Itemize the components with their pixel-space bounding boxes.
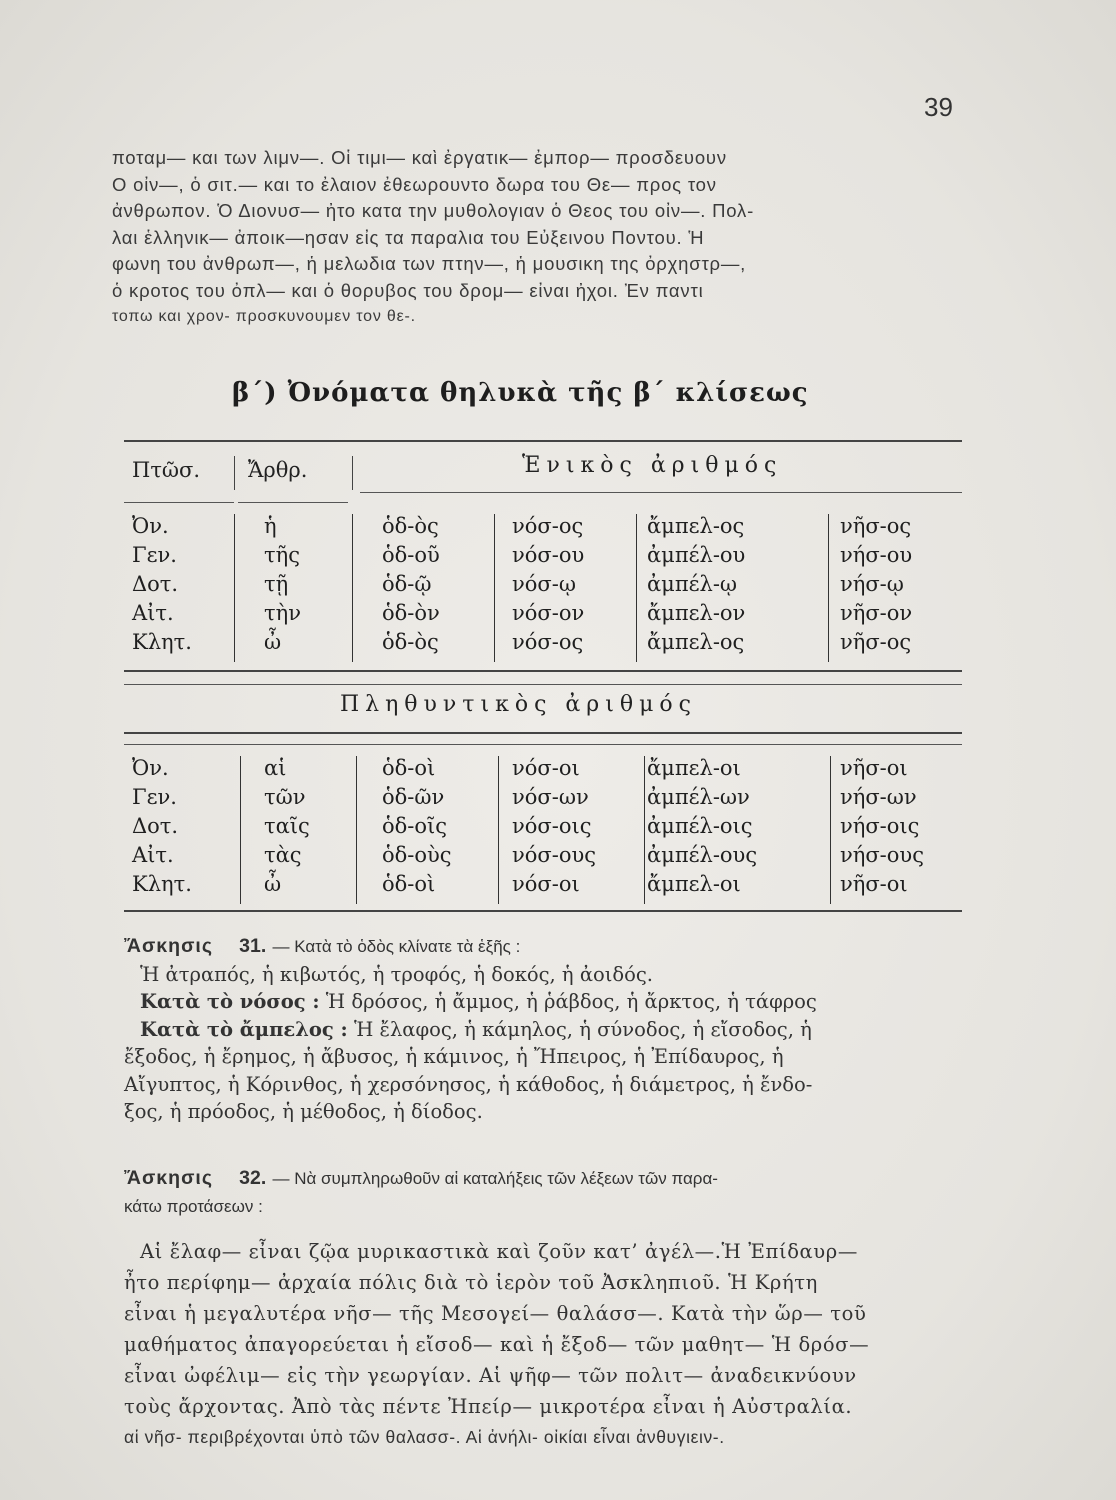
case-cell: Αἰτ. <box>132 843 174 867</box>
text-line: Ἡ δρόσος, ἡ ἄμμος, ἡ ῥάβδος, ἡ ἄρκτος, ἡ τάφρος <box>325 990 817 1013</box>
case-cell: Δοτ. <box>132 572 179 596</box>
header-divider <box>352 456 353 490</box>
form-cell: ὁδ-ὸν <box>382 601 440 625</box>
form-cell: ἄμπελ-ος <box>647 514 745 538</box>
case-cell: Αἰτ. <box>132 601 174 625</box>
exercise-32 <box>124 1164 974 1220</box>
text-line: ποταμ— και των λιμν—. Οἱ τιμι— καὶ ἐργατικ— ἐμπορ— προσδευουν <box>112 147 727 168</box>
form-cell: ὁδ-οὶ <box>382 756 436 780</box>
page-number: 39 <box>924 92 953 122</box>
text-line: εἶναι ἡ μεγαλυτέρα νῆσ— τῆς Μεσογεί— θαλάσσ—. Κατὰ τὴν ὥρ— τοῦ <box>124 1302 867 1325</box>
form-cell: ὁδ-ὸς <box>382 514 439 538</box>
case-underline <box>124 502 234 503</box>
text-line: ὁ κροτος του ὀπλ— και ὁ θορυβος του δρομ— εἰναι ἠχοι. Ἐν παντι <box>112 279 704 301</box>
form-cell: ἀμπέλ-ους <box>647 843 758 867</box>
form-cell: νόσ-ου <box>512 543 585 567</box>
text-line: ἦτο περίφημ— ἀρχαία πόλις διὰ τὸ ἱερὸν τοῦ Ἀσκληπιοῦ. Ἡ Κρήτη <box>124 1271 818 1294</box>
case-cell: Κλητ. <box>132 872 192 896</box>
form-cell: ὁδ-οὶ <box>382 872 436 896</box>
text-line: εἶναι ὠφέλιμ— εἰς τὴν γεωργίαν. Αἱ ψῆφ— τῶν πολιτ— ἀναδεικνύουν <box>124 1364 857 1387</box>
article-cell: τῆς <box>264 543 300 567</box>
col-header-case: Πτῶσ. <box>132 458 201 482</box>
plural-top-rule <box>124 684 962 685</box>
text-line: Αἴγυπτος, ἡ Κόρινθος, ἡ χερσόνησος, ἡ κάθοδος, ἡ διάμετρος, ἡ ἔνδο- <box>124 1072 813 1096</box>
form-cell: ὁδ-οῖς <box>382 814 448 838</box>
table-bottom-rule <box>124 910 962 912</box>
pattern-label: Κατὰ τὸ ἄμπελος : <box>140 1017 348 1041</box>
text-line: ἔξοδος, ἡ ἔρημος, ἡ ἄβυσος, ἡ κάμινος, ἡ Ἤπειρος, ἡ Ἐπίδαυρος, ἡ <box>124 1045 784 1068</box>
form-cell: νόσ-οι <box>512 872 580 896</box>
exercise-number: 31. <box>239 935 267 957</box>
case-cell: Γεν. <box>132 785 177 809</box>
article-cell: τῇ <box>264 572 289 596</box>
case-cell: Ὀν. <box>132 756 169 780</box>
column-divider <box>494 514 495 662</box>
column-divider <box>828 514 829 662</box>
text-line: φωνη του ἀνθρωπ—, ἡ μελωδια των πτην—, ἡ μουσικη της ὀρχηστρ—, <box>112 253 747 274</box>
text-line: λαι ἑλληνικ— ἀποικ—ησαν εἰς τα παραλια του Εὐξεινου Ποντου. Ἡ <box>112 226 705 248</box>
text-line: τοὺς ἄρχοντας. Ἀπὸ τὰς πέντε Ἠπείρ— μικροτέρα εἶναι ἡ Αὐστραλία. <box>124 1395 853 1418</box>
col-header-article: Ἄρθρ. <box>248 458 308 482</box>
form-cell: ἀμπέλ-οις <box>647 814 753 838</box>
exercise-31 <box>124 932 974 1126</box>
form-cell: νόσ-ων <box>512 785 589 809</box>
article-cell: αἱ <box>264 756 287 780</box>
article-cell: τὰς <box>264 843 302 867</box>
form-cell: νῆσ-οι <box>840 872 908 896</box>
form-cell: νόσ-ος <box>512 514 584 538</box>
form-cell: ὁδ-ῶν <box>382 785 445 809</box>
form-cell: νῆσ-οι <box>840 756 908 780</box>
form-cell: νήσ-ους <box>840 843 924 867</box>
text-line: τοπω και χρον- προσκυνουμεν τον θε-. <box>112 308 416 325</box>
form-cell: νήσ-ου <box>840 543 913 567</box>
form-cell: νήσ-ῳ <box>840 572 904 596</box>
form-cell: νόσ-ους <box>512 843 597 867</box>
intro-paragraph <box>112 145 962 331</box>
plural-header-rule <box>124 732 962 734</box>
singular-bottom-rule <box>124 670 962 672</box>
case-cell: Γεν. <box>132 543 177 567</box>
exercise-intro: — Κατὰ τὸ ὁδὸς κλίνατε τὰ ἑξῆς : <box>272 937 521 956</box>
form-cell: ἄμπελ-ος <box>647 630 745 654</box>
text-line: μαθήματος ἀπαγορεύεται ἡ εἴσοδ— καὶ ἡ ἔξοδ— τῶν μαθητ— Ἡ δρόσ— <box>124 1333 870 1356</box>
form-cell: ἄμπελ-ον <box>647 601 746 625</box>
column-divider <box>240 756 241 904</box>
case-cell: Κλητ. <box>132 630 192 654</box>
case-cell: Ὀν. <box>132 514 169 538</box>
column-divider <box>644 756 645 904</box>
form-cell: νόσ-ῳ <box>512 572 576 596</box>
form-cell: νῆσ-ον <box>840 601 913 625</box>
form-cell: ὁδ-ὸς <box>382 630 439 654</box>
article-cell: ταῖς <box>264 814 310 838</box>
exercise-32-text <box>124 1236 974 1453</box>
plural-header-rule-2 <box>124 744 962 745</box>
form-cell: νήσ-ων <box>840 785 917 809</box>
singular-title: Ἑνικὸς ἀριθμός <box>522 453 783 478</box>
exercise-number: 32. <box>239 1167 267 1189</box>
text-line: Ο οἰν—, ὁ σιτ.— και το ἐλαιον ἐθεωρουντο δωρα του Θε— προς τον <box>112 173 717 195</box>
form-cell: νόσ-οις <box>512 814 592 838</box>
column-divider <box>356 756 357 904</box>
column-divider <box>498 756 499 904</box>
form-cell: ὁδ-ῷ <box>382 572 432 596</box>
form-cell: ἀμπέλ-ῳ <box>647 572 738 596</box>
form-cell: ἄμπελ-οι <box>647 872 741 896</box>
column-divider <box>352 514 353 662</box>
form-cell: ὁδ-οὺς <box>382 843 452 867</box>
form-cell: ἄμπελ-οι <box>647 756 741 780</box>
form-cell: νήσ-οις <box>840 814 920 838</box>
text-line: ξος, ἡ πρόοδος, ἡ μέθοδος, ἡ δίοδος. <box>124 1100 483 1123</box>
section-heading: β΄) Ὀνόματα θηλυκὰ τῆς β΄ κλίσεως <box>232 378 809 408</box>
article-cell: ὦ <box>264 630 282 654</box>
form-cell: ὁδ-οῦ <box>382 543 440 567</box>
header-divider <box>234 456 235 490</box>
form-cell: νόσ-ος <box>512 630 584 654</box>
column-divider <box>636 514 637 662</box>
article-cell: τῶν <box>264 785 306 809</box>
article-cell: ἡ <box>264 514 277 538</box>
form-cell: νῆσ-ος <box>840 630 912 654</box>
article-underline <box>238 502 348 503</box>
column-divider <box>234 514 235 662</box>
case-cell: Δοτ. <box>132 814 179 838</box>
exercise-intro-cont: κάτω προτάσεων : <box>124 1196 263 1216</box>
text-line: αἱ νῆσ- περιβρέχονται ὑπὸ τῶν θαλασσ-. Αἱ ἀνήλι- οἰκίαι εἶναι ἀνθυγιειν-. <box>124 1427 725 1447</box>
form-cell: νῆσ-ος <box>840 514 912 538</box>
form-cell: ἀμπέλ-ου <box>647 543 746 567</box>
plural-title: Πληθυντικὸς ἀριθμός <box>340 692 697 717</box>
article-cell: τὴν <box>264 601 301 625</box>
article-cell: ὦ <box>264 872 282 896</box>
exercise-label: Ἄσκησις <box>124 1167 213 1189</box>
text-line: Αἱ ἔλαφ— εἶναι ζῷα μυρικαστικὰ καὶ ζοῦν κατ’ ἀγέλ—.Ἡ Ἐπίδαυρ— <box>140 1240 858 1263</box>
text-line: ἀνθρωπον. Ὁ Διονυσ— ἠτο κατα την μυθολογιαν ὁ Θεος του οἰν—. Πολ- <box>112 200 755 221</box>
form-cell: ἀμπέλ-ων <box>647 785 750 809</box>
table-top-rule <box>124 440 962 442</box>
singular-underline <box>360 492 962 493</box>
text-line: Ἡ ἀτραπός, ἡ κιβωτός, ἡ τροφός, ἡ δοκός, ἡ ἀοιδός. <box>140 962 653 986</box>
exercise-intro: — Νὰ συμπληρωθοῦν αἱ καταλήξεις τῶν λέξεων τῶν παρα- <box>272 1169 718 1188</box>
form-cell: νόσ-ον <box>512 601 585 625</box>
form-cell: νόσ-οι <box>512 756 580 780</box>
pattern-label: Κατὰ τὸ νόσος : <box>140 990 320 1013</box>
column-divider <box>830 756 831 904</box>
exercise-label: Ἄσκησις <box>124 935 213 957</box>
text-line: Ἡ ἔλαφος, ἡ κάμηλος, ἡ σύνοδος, ἡ εἴσοδος, ἡ <box>353 1017 812 1041</box>
